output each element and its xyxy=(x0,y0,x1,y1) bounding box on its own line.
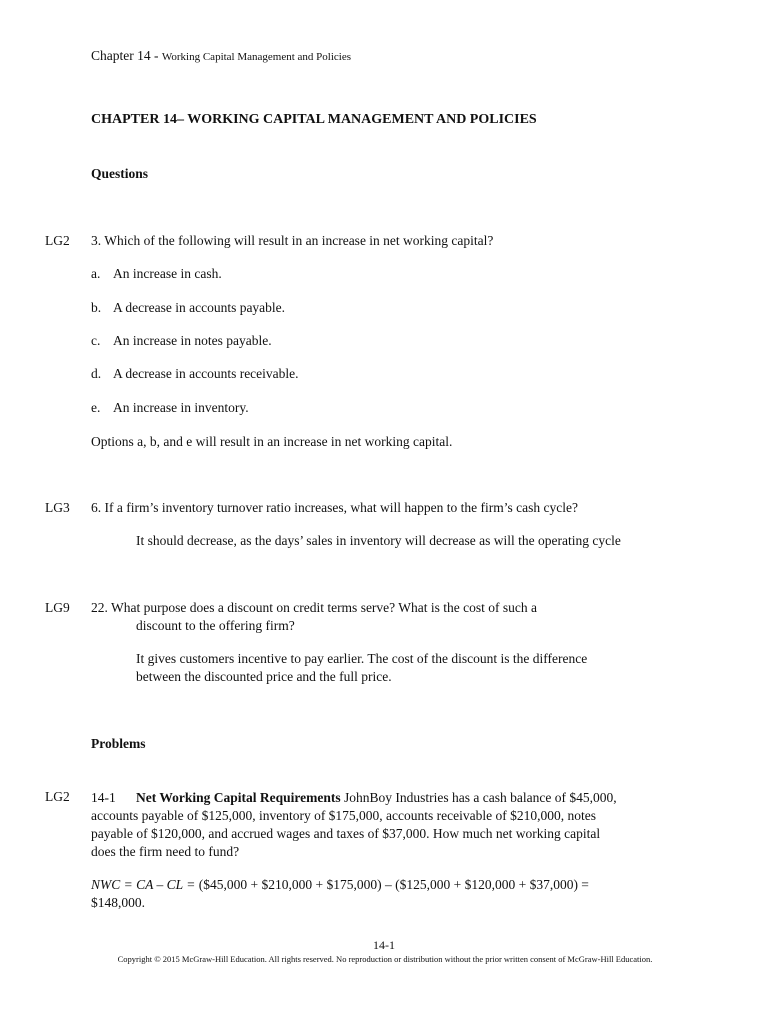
problem-line4: does the firm need to fund? xyxy=(91,844,240,859)
formula-rest: ($45,000 + $210,000 + $175,000) – ($125,000 + $120,000 + $37,000) = xyxy=(195,877,589,892)
q3-lg-label: LG2 xyxy=(45,233,70,248)
option-text: A decrease in accounts receivable. xyxy=(113,366,299,381)
q6-text: 6. If a firm’s inventory turnover ratio increases, what will happen to the firm’s cash cycle? xyxy=(91,500,578,515)
q3-option-a xyxy=(91,266,222,282)
option-text: An increase in inventory. xyxy=(113,400,249,415)
problem-line1-rest: JohnBoy Industries has a cash balance of $45,000, xyxy=(340,790,617,805)
header-subtitle: Working Capital Management and Policies xyxy=(161,51,352,63)
option-letter: e. xyxy=(91,400,101,415)
option-letter: a. xyxy=(91,266,101,281)
p14-1-lg-label: LG2 xyxy=(45,789,70,804)
q3-option-e xyxy=(91,400,249,416)
q3-text: 3. Which of the following will result in an increase in net working capital? xyxy=(91,233,494,248)
problem-14-1-solution xyxy=(91,876,691,912)
chapter-title: CHAPTER 14– WORKING CAPITAL MANAGEMENT AND POLICIES xyxy=(91,112,537,127)
q22-answer-line2: between the discounted price and the full price. xyxy=(136,669,392,684)
q3-answer: Options a, b, and e will result in an increase in net working capital. xyxy=(91,434,453,449)
problem-14-1-body xyxy=(91,789,691,861)
q6-lg-label: LG3 xyxy=(45,500,70,515)
q22-text-line1: 22. What purpose does a discount on credit terms serve? What is the cost of such a xyxy=(91,600,538,615)
q22-lg-label: LG9 xyxy=(45,600,70,615)
questions-heading: Questions xyxy=(91,166,149,181)
option-text: An increase in notes payable. xyxy=(113,333,272,348)
problem-line2: accounts payable of $125,000, inventory of $175,000, accounts receivable of $210,000, notes xyxy=(91,808,596,823)
q22-text-line2: discount to the offering firm? xyxy=(136,618,295,633)
option-letter: c. xyxy=(91,333,101,348)
copyright-notice: Copyright © 2015 McGraw-Hill Education. All rights reserved. No reproduction or distribution without the prior written consent of McGraw-Hill Education. xyxy=(117,954,653,964)
q6-answer: It should decrease, as the days’ sales in inventory will decrease as will the operating cycle xyxy=(136,533,621,548)
running-header xyxy=(91,48,351,64)
option-text: A decrease in accounts payable. xyxy=(113,300,286,315)
q3-option-b xyxy=(91,300,285,316)
q3-option-c xyxy=(91,333,272,349)
header-separator: - xyxy=(150,48,162,63)
problem-line3: payable of $120,000, and accrued wages and taxes of $37,000. How much net working capital xyxy=(91,826,601,841)
option-letter: d. xyxy=(91,366,102,381)
problem-title: Net Working Capital Requirements xyxy=(136,790,341,805)
option-text: An increase in cash. xyxy=(113,266,222,281)
q3-option-d xyxy=(91,366,299,382)
problem-number: 14-1 xyxy=(91,790,116,805)
q22-answer-line1: It gives customers incentive to pay earlier. The cost of the discount is the difference xyxy=(136,651,588,666)
formula-result: $148,000. xyxy=(91,895,145,910)
header-chapter: Chapter 14 xyxy=(91,48,151,63)
page-number: 14-1 xyxy=(373,938,395,952)
formula-italic: NWC = CA – CL = xyxy=(91,877,196,892)
problems-heading: Problems xyxy=(91,736,146,751)
option-letter: b. xyxy=(91,300,102,315)
